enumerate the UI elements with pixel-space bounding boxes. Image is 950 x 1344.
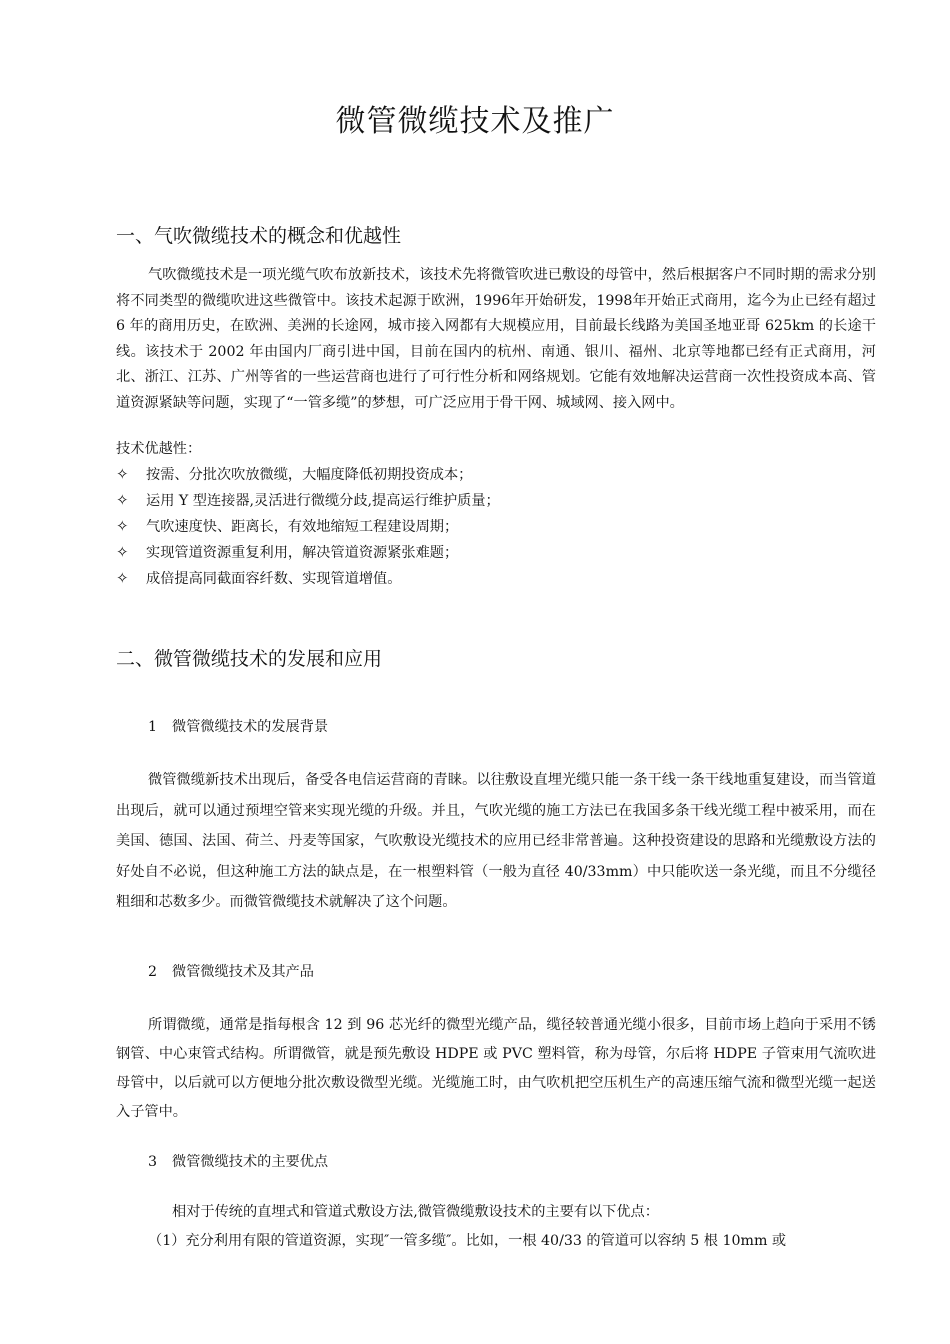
section-1-paragraph: 气吹微缆技术是一项光缆气吹布放新技术，该技术先将微管吹进已敷设的母管中，然后根据客户不同时期的需求分别将不同类型的微缆吹进这些微管中。该技术起源于欧洲，1996年开始研发，1998年开始正式商用，迄今为止已经有超过 6 年的商用历史，在欧洲、美洲的长途网，城市接入网都有大规模应用，目前最长线路为美国圣地亚哥 625km 的长途干线。该技术于 2002 年由国内厂商引进中国，目前在国内的杭州、南通、银川、福州、北京等地都已经有正式商用，河北、浙江、江苏、广州等省的一些运营商也进行了可行性分析和网络规划。它能有效地解决运营商一次性投资成本高、管道资源紧缺等问题，实现了“一管多缆”的梦想，可广泛应用于骨干网、城域网、接入网中。	[116, 267, 876, 411]
subsection-2-title: 2 微管微缆技术及其产品	[148, 964, 314, 980]
section-2-heading: 二、微管微缆技术的发展和应用	[116, 648, 383, 670]
list-item: ✧ 运用 Y 型连接器,灵活进行微缆分歧,提高运行维护质量；	[116, 487, 876, 513]
advantages-list	[116, 461, 876, 591]
advantages-label: 技术优越性：	[116, 441, 202, 457]
bullet-diamond-icon: ✧	[116, 569, 129, 587]
list-item: ✧ 实现管道资源重复利用，解决管道资源紧张难题；	[116, 539, 876, 565]
document-title: 微管微缆技术及推广	[335, 104, 615, 139]
bullet-diamond-icon: ✧	[116, 465, 129, 483]
list-item: ✧ 按需、分批次吹放微缆，大幅度降低初期投资成本；	[116, 461, 876, 487]
subsection-3-item-1: （1）充分利用有限的管道资源，实现″一管多缆″。比如，一根 40/33 的管道可以容纳 5 根 10mm 或	[148, 1233, 787, 1249]
subsection-2-paragraph: 所谓微缆，通常是指每根含 12 到 96 芯光纤的微型光缆产品，缆径较普通光缆小很多，目前市场上趋向于采用不锈钢管、中心束管式结构。所谓微管，就是预先敷设 HDPE 或 PVC 塑料管，称为母管，尔后将 HDPE 子管束用气流吹进母管中，以后就可以方便地分批次敷设微型光缆。光缆施工时，由气吹机把空压机生产的高速压缩气流和微型光缆一起送入子管中。	[116, 1017, 876, 1120]
section-1-heading: 一、气吹微缆技术的概念和优越性	[116, 225, 402, 247]
subsection-1-title: 1 微管微缆技术的发展背景	[148, 719, 329, 735]
bullet-diamond-icon: ✧	[116, 517, 129, 535]
bullet-diamond-icon: ✧	[116, 543, 129, 561]
subsection-3-intro: 相对于传统的直埋式和管道式敷设方法,微管微缆敷设技术的主要有以下优点：	[172, 1204, 659, 1220]
subsection-1-paragraph: 微管微缆新技术出现后，备受各电信运营商的青睐。以往敷设直埋光缆只能一条干线一条干线地重复建设，而当管道出现后，就可以通过预埋空管来实现光缆的升级。并且，气吹光缆的施工方法已在我国多条干线光缆工程中被采用，而在美国、德国、法国、荷兰、丹麦等国家，气吹敷设光缆技术的应用已经非常普遍。这种投资建设的思路和光缆敷设方法的好处自不必说，但这种施工方法的缺点是，在一根塑料管（一般为直径 40/33mm）中只能吹送一条光缆，而且不分缆径粗细和芯数多少。而微管微缆技术就解决了这个问题。	[116, 772, 876, 911]
subsection-3-title: 3 微管微缆技术的主要优点	[148, 1154, 329, 1170]
list-item: ✧ 气吹速度快、距离长，有效地缩短工程建设周期；	[116, 513, 876, 539]
list-item: ✧ 成倍提高同截面容纤数、实现管道增值。	[116, 565, 876, 591]
bullet-diamond-icon: ✧	[116, 491, 129, 509]
